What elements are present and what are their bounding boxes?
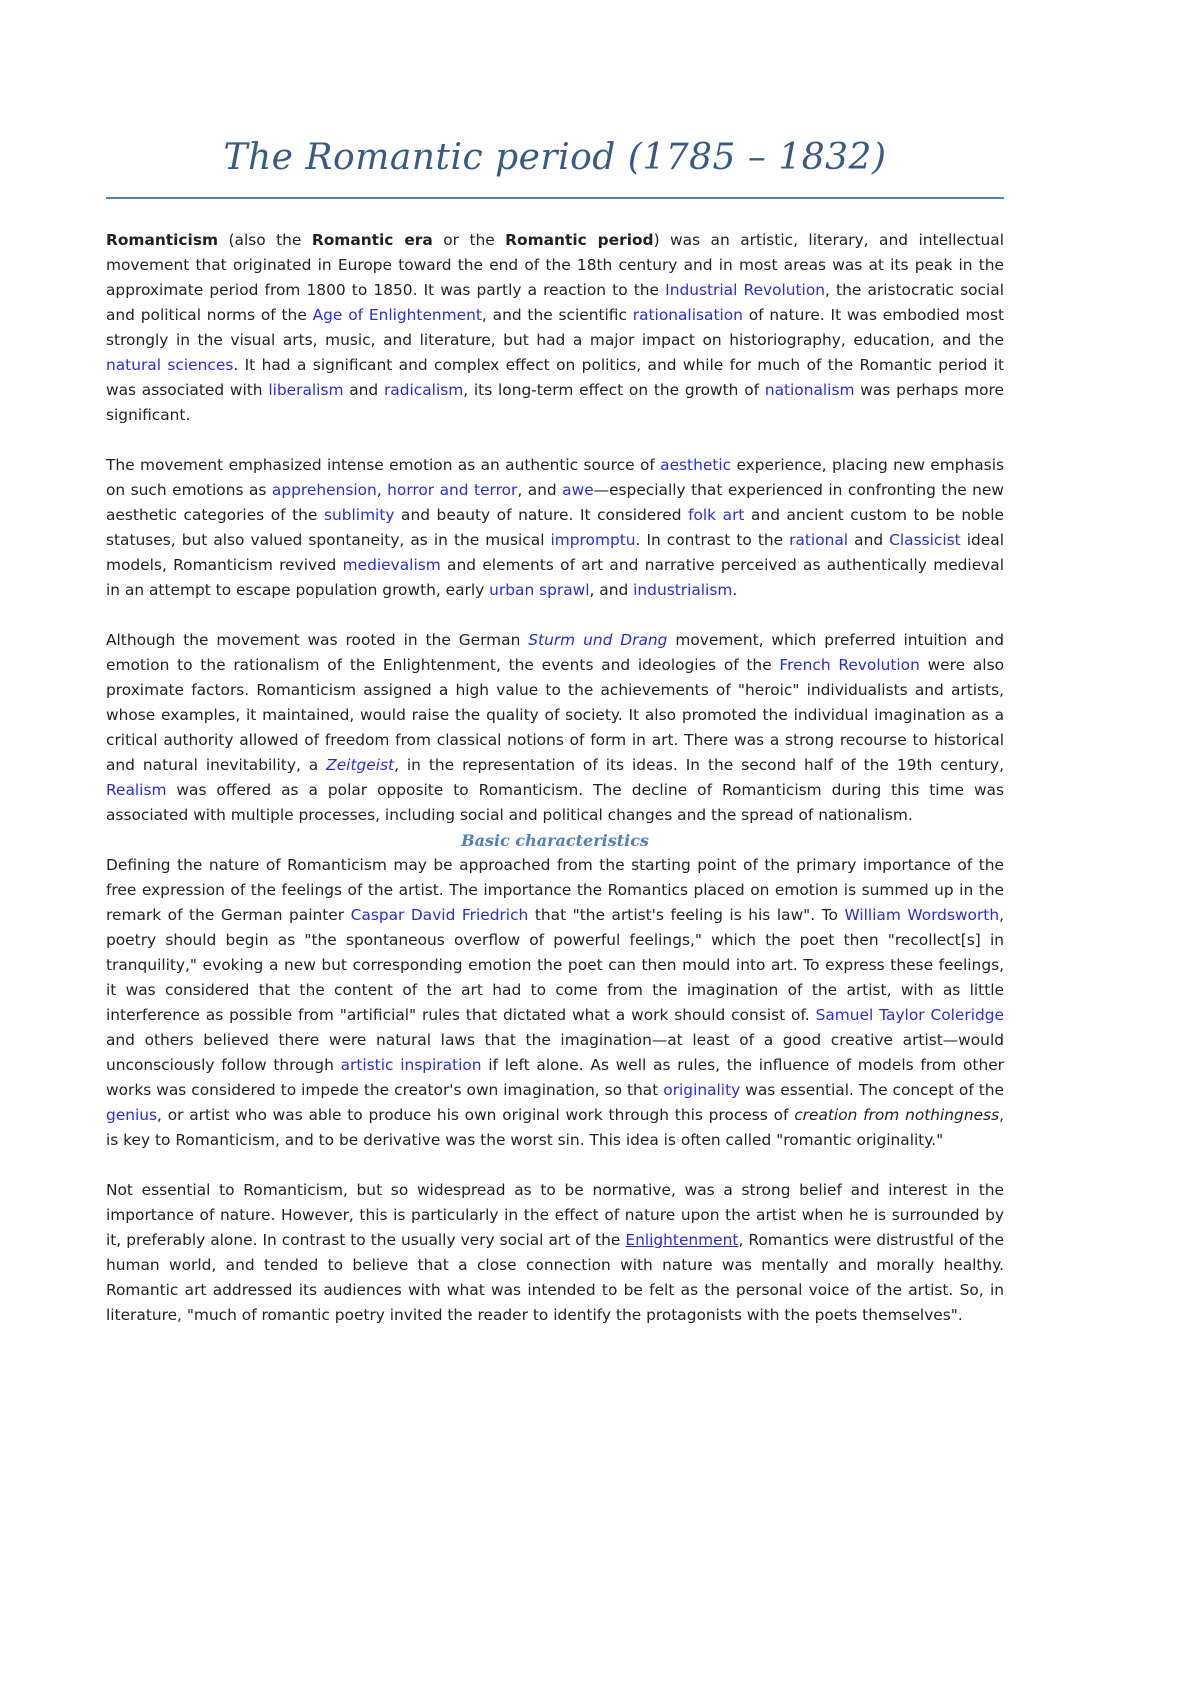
link-realism[interactable]: Realism: [106, 781, 167, 799]
link-liberalism[interactable]: liberalism: [268, 381, 344, 399]
link-classicist[interactable]: Classicist: [889, 531, 961, 549]
title-underline-rule: [106, 197, 1004, 199]
link-natural-sciences[interactable]: natural sciences: [106, 356, 234, 374]
link-medievalism[interactable]: medievalism: [342, 556, 441, 574]
link-industrial-revolution[interactable]: Industrial Revolution: [665, 281, 826, 299]
document-body: [106, 228, 1004, 1328]
link-sturm-und-drang[interactable]: Sturm und Drang: [528, 631, 668, 649]
link-genius[interactable]: genius: [106, 1106, 158, 1124]
link-originality[interactable]: originality: [663, 1081, 741, 1099]
section-heading: Basic characteristics: [461, 831, 649, 850]
page-title: The Romantic period (1785 – 1832): [223, 137, 887, 178]
link-horror-and-terror[interactable]: horror and terror: [387, 481, 518, 499]
bold-term: Romanticism: [106, 231, 219, 249]
bold-term: Romantic era: [311, 231, 433, 249]
paragraph-emotion: The movement emphasized intense emotion as an authentic source of aesthetic experience, placing new emphasis on such emotions as apprehension, horror and terror, and awe—especially that experienced in confronting the new aesthetic categories of the sublimity and beauty of nature. It considered folk art and ancient custom to be noble statuses, but also valued spontaneity, as in the musical impromptu. In contrast to the rational and Classicist ideal models, Romanticism revived medievalism and elements of art and narrative perceived as authentically medieval in an attempt to escape population growth, early urban sprawl, and industrialism.: [106, 456, 1005, 599]
link-rational[interactable]: rational: [789, 531, 849, 549]
link-artistic-inspiration[interactable]: artistic inspiration: [340, 1056, 482, 1074]
link-impromptu[interactable]: impromptu: [550, 531, 636, 549]
link-sublimity[interactable]: sublimity: [323, 506, 395, 524]
link-industrialism[interactable]: industrialism: [633, 581, 733, 599]
link-urban-sprawl[interactable]: urban sprawl: [489, 581, 590, 599]
link-zeitgeist[interactable]: Zeitgeist: [326, 756, 395, 774]
link-william-wordsworth[interactable]: William Wordsworth: [844, 906, 1000, 924]
link-aesthetic[interactable]: aesthetic: [660, 456, 732, 474]
link-french-revolution[interactable]: French Revolution: [779, 656, 920, 674]
paragraph-nature: Not essential to Romanticism, but so widespread as to be normative, was a strong belief and interest in the importance of nature. However, this is particularly in the effect of nature upon the artist when he is surrounded by it, preferably alone. In contrast to the usually very social art of the Enlightenment, Romantics were distrustful of the human world, and tended to believe that a close connection with nature was mentally and morally healthy. Romantic art addressed its audiences with what was intended to be felt as the personal voice of the artist. So, in literature, "much of romantic poetry invited the reader to identify the protagonists with the poets themselves".: [106, 1181, 1005, 1324]
link-caspar-david-friedrich[interactable]: Caspar David Friedrich: [350, 906, 529, 924]
link-nationalism[interactable]: nationalism: [764, 381, 855, 399]
link-age-of-enlightenment[interactable]: Age of Enlightenment: [312, 306, 482, 324]
paragraph-origins: Although the movement was rooted in the German Sturm und Drang movement, which preferred intuition and emotion to the rationalism of the Enlightenment, the events and ideologies of the French Revolution were also proximate factors. Romanticism assigned a high value to the achievements of "heroic" individualists and artists, whose examples, it maintained, would raise the quality of society. It also promoted the individual imagination as a critical authority allowed of freedom from classical notions of form in art. There was a strong recourse to historical and natural inevitability, a Zeitgeist, in the representation of its ideas. In the second half of the 19th century, Realism was offered as a polar opposite to Romanticism. The decline of Romanticism during this time was associated with multiple processes, including social and political changes and the spread of nationalism.: [106, 631, 1004, 824]
link-samuel-taylor-coleridge[interactable]: Samuel Taylor Coleridge: [815, 1006, 1004, 1024]
link-folk-art[interactable]: folk art: [688, 506, 745, 524]
link-rationalisation[interactable]: rationalisation: [632, 306, 743, 324]
link-radicalism[interactable]: radicalism: [383, 381, 464, 399]
link-enlightenment[interactable]: Enlightenment: [625, 1231, 739, 1249]
paragraph-intro: Romanticism (also the Romantic era or the Romantic period) was an artistic, literary, and intellectual movement that originated in Europe toward the end of the 18th century and in most areas was at its peak in the approximate period from 1800 to 1850. It was partly a reaction to the Industrial Revolution, the aristocratic social and political norms of the Age of Enlightenment, and the scientific rationalisation of nature. It was embodied most strongly in the visual arts, music, and literature, but had a major impact on historiography, education, and the natural sciences. It had a significant and complex effect on politics, and while for much of the Romantic period it was associated with liberalism and radicalism, its long-term effect on the growth of nationalism was perhaps more significant.: [106, 231, 1005, 424]
link-apprehension[interactable]: apprehension: [271, 481, 377, 499]
link-awe[interactable]: awe: [562, 481, 594, 499]
paragraph-characteristics: Defining the nature of Romanticism may be approached from the starting point of the primary importance of the free expression of the feelings of the artist. The importance the Romantics placed on emotion is summed up in the remark of the German painter Caspar David Friedrich that "the artist's feeling is his law". To William Wordsworth, poetry should begin as "the spontaneous overflow of powerful feelings," which the poet then "recollect[s] in tranquility," evoking a new but corresponding emotion the poet can then mould into art. To express these feelings, it was considered that the content of the art had to come from the imagination of the artist, with as little interference as possible from "artificial" rules that dictated what a work should consist of. Samuel Taylor Coleridge and others believed there were natural laws that the imagination—at least of a good creative artist—would unconsciously follow through artistic inspiration if left alone. As well as rules, the influence of models from other works was considered to impede the creator's own imagination, so that originality was essential. The concept of the genius, or artist who was able to produce his own original work through this process of creation from nothingness, is key to Romanticism, and to be derivative was the worst sin. This idea is often called "romantic originality.": [106, 856, 1004, 1149]
bold-term: Romantic period: [505, 231, 654, 249]
italic-phrase: creation from nothingness: [794, 1106, 1000, 1124]
